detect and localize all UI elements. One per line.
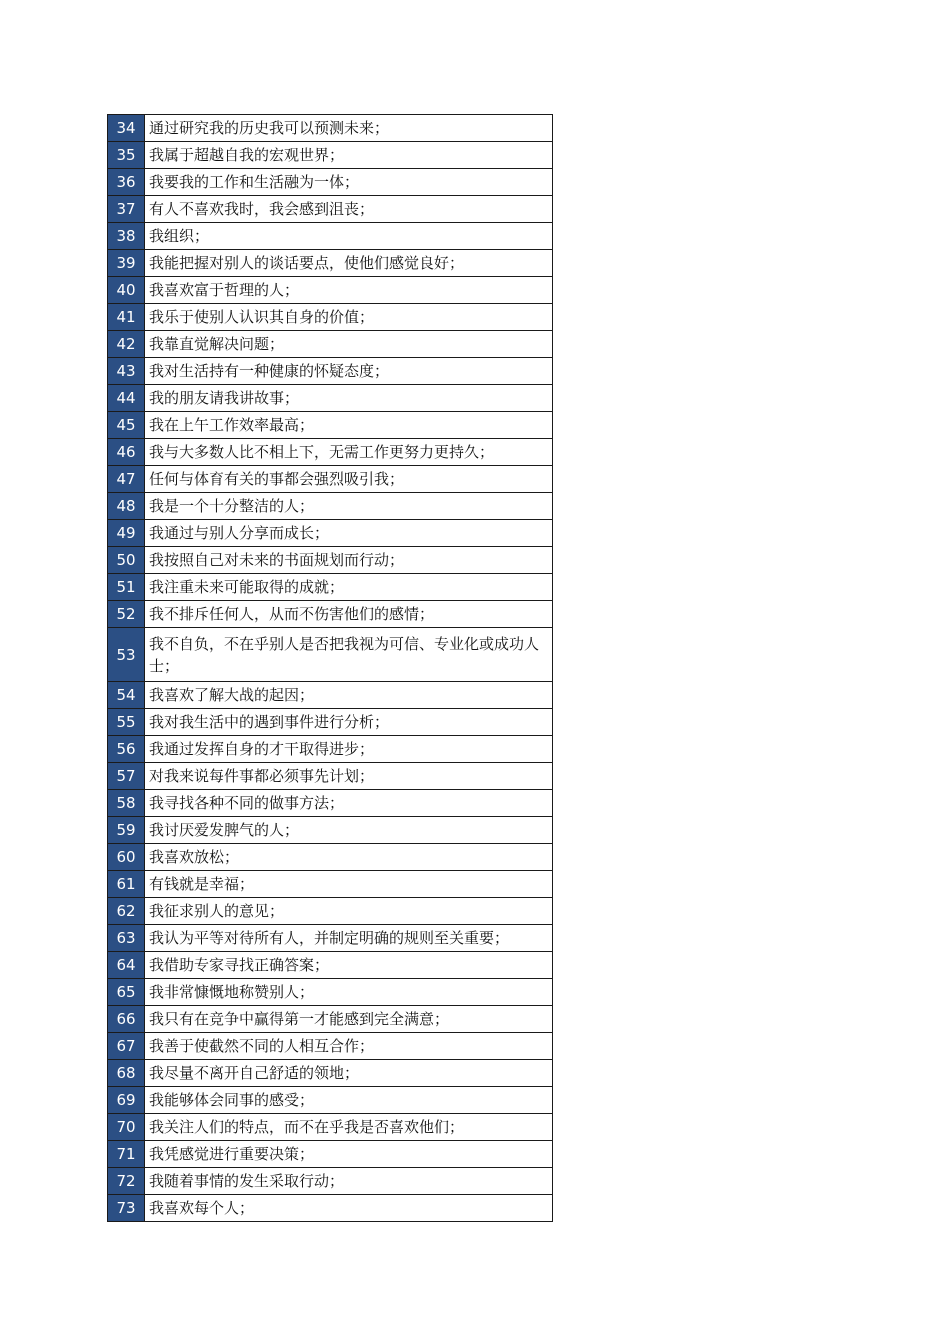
item-statement-cell: 我喜欢了解大战的起因； — [145, 682, 553, 709]
item-number-cell: 60 — [108, 844, 145, 871]
table-row — [108, 520, 553, 547]
item-statement-cell: 我组织； — [145, 223, 553, 250]
item-number-cell: 48 — [108, 493, 145, 520]
table-row — [108, 574, 553, 601]
table-row — [108, 412, 553, 439]
item-number-cell: 72 — [108, 1168, 145, 1195]
table-row — [108, 736, 553, 763]
item-number-cell: 36 — [108, 169, 145, 196]
item-statement-cell: 我非常慷慨地称赞别人； — [145, 979, 553, 1006]
table-row — [108, 1033, 553, 1060]
item-statement-cell: 我靠直觉解决问题； — [145, 331, 553, 358]
item-statement-cell: 我随着事情的发生采取行动； — [145, 1168, 553, 1195]
item-number-cell: 47 — [108, 466, 145, 493]
item-number-cell: 53 — [108, 628, 145, 682]
item-number-cell: 58 — [108, 790, 145, 817]
item-number-cell: 73 — [108, 1195, 145, 1222]
item-number-cell: 67 — [108, 1033, 145, 1060]
table-row — [108, 952, 553, 979]
item-statement-cell: 我要我的工作和生活融为一体； — [145, 169, 553, 196]
table-row — [108, 142, 553, 169]
item-number-cell: 63 — [108, 925, 145, 952]
item-number-cell: 71 — [108, 1141, 145, 1168]
item-statement-cell: 我能够体会同事的感受； — [145, 1087, 553, 1114]
item-statement-cell: 我喜欢放松； — [145, 844, 553, 871]
item-statement-cell: 我征求别人的意见； — [145, 898, 553, 925]
table-row — [108, 439, 553, 466]
item-statement-cell: 我与大多数人比不相上下，无需工作更努力更持久； — [145, 439, 553, 466]
questionnaire-table — [107, 114, 553, 1222]
table-row — [108, 331, 553, 358]
item-number-cell: 51 — [108, 574, 145, 601]
item-statement-cell: 我在上午工作效率最高； — [145, 412, 553, 439]
item-number-cell: 43 — [108, 358, 145, 385]
item-number-cell: 39 — [108, 250, 145, 277]
table-row — [108, 817, 553, 844]
item-number-cell: 40 — [108, 277, 145, 304]
table-row — [108, 844, 553, 871]
item-statement-cell: 我喜欢富于哲理的人； — [145, 277, 553, 304]
item-number-cell: 69 — [108, 1087, 145, 1114]
table-row — [108, 277, 553, 304]
table-row — [108, 898, 553, 925]
item-number-cell: 70 — [108, 1114, 145, 1141]
item-number-cell: 45 — [108, 412, 145, 439]
item-statement-cell: 有钱就是幸福； — [145, 871, 553, 898]
table-row — [108, 1141, 553, 1168]
item-statement-cell: 我借助专家寻找正确答案； — [145, 952, 553, 979]
item-statement-cell: 我善于使截然不同的人相互合作； — [145, 1033, 553, 1060]
item-number-cell: 55 — [108, 709, 145, 736]
item-statement-cell: 我不自负，不在乎别人是否把我视为可信、专业化或成功人士； — [145, 628, 553, 682]
item-statement-cell: 我关注人们的特点，而不在乎我是否喜欢他们； — [145, 1114, 553, 1141]
item-statement-cell: 任何与体育有关的事都会强烈吸引我； — [145, 466, 553, 493]
table-row — [108, 709, 553, 736]
table-row — [108, 1087, 553, 1114]
item-statement-cell: 我能把握对别人的谈话要点，使他们感觉良好； — [145, 250, 553, 277]
item-statement-cell: 我属于超越自我的宏观世界； — [145, 142, 553, 169]
table-row — [108, 385, 553, 412]
item-statement-cell: 我的朋友请我讲故事； — [145, 385, 553, 412]
item-statement-cell: 我是一个十分整洁的人； — [145, 493, 553, 520]
item-number-cell: 65 — [108, 979, 145, 1006]
item-number-cell: 64 — [108, 952, 145, 979]
table-row — [108, 763, 553, 790]
table-row — [108, 358, 553, 385]
item-statement-cell: 我寻找各种不同的做事方法； — [145, 790, 553, 817]
item-number-cell: 59 — [108, 817, 145, 844]
item-statement-cell: 我不排斥任何人，从而不伤害他们的感情； — [145, 601, 553, 628]
table-row — [108, 682, 553, 709]
table-row — [108, 628, 553, 682]
table-row — [108, 304, 553, 331]
item-number-cell: 41 — [108, 304, 145, 331]
table-row — [108, 925, 553, 952]
table-row — [108, 1006, 553, 1033]
item-statement-cell: 对我来说每件事都必须事先计划； — [145, 763, 553, 790]
table-row — [108, 1168, 553, 1195]
item-statement-cell: 我尽量不离开自己舒适的领地； — [145, 1060, 553, 1087]
item-number-cell: 37 — [108, 196, 145, 223]
item-statement-cell: 我通过发挥自身的才干取得进步； — [145, 736, 553, 763]
table-row — [108, 790, 553, 817]
table-row — [108, 196, 553, 223]
table-row — [108, 1195, 553, 1222]
item-number-cell: 35 — [108, 142, 145, 169]
item-number-cell: 66 — [108, 1006, 145, 1033]
table-row — [108, 547, 553, 574]
item-statement-cell: 我注重未来可能取得的成就； — [145, 574, 553, 601]
item-statement-cell: 我讨厌爱发脾气的人； — [145, 817, 553, 844]
table-row — [108, 169, 553, 196]
item-number-cell: 44 — [108, 385, 145, 412]
item-statement-cell: 我凭感觉进行重要决策； — [145, 1141, 553, 1168]
table-row — [108, 223, 553, 250]
item-statement-cell: 我认为平等对待所有人，并制定明确的规则至关重要； — [145, 925, 553, 952]
item-statement-cell: 通过研究我的历史我可以预测未来； — [145, 115, 553, 142]
item-statement-cell: 我对我生活中的遇到事件进行分析； — [145, 709, 553, 736]
item-statement-cell: 我按照自己对未来的书面规划而行动； — [145, 547, 553, 574]
item-number-cell: 34 — [108, 115, 145, 142]
item-statement-cell: 我对生活持有一种健康的怀疑态度； — [145, 358, 553, 385]
table-row — [108, 115, 553, 142]
table-row — [108, 871, 553, 898]
item-number-cell: 38 — [108, 223, 145, 250]
item-number-cell: 61 — [108, 871, 145, 898]
item-statement-cell: 我通过与别人分享而成长； — [145, 520, 553, 547]
table-row — [108, 1114, 553, 1141]
item-statement-cell: 有人不喜欢我时，我会感到沮丧； — [145, 196, 553, 223]
item-number-cell: 62 — [108, 898, 145, 925]
item-number-cell: 42 — [108, 331, 145, 358]
item-number-cell: 52 — [108, 601, 145, 628]
item-statement-cell: 我乐于使别人认识其自身的价值； — [145, 304, 553, 331]
item-statement-cell: 我只有在竞争中赢得第一才能感到完全满意； — [145, 1006, 553, 1033]
table-row — [108, 601, 553, 628]
item-number-cell: 68 — [108, 1060, 145, 1087]
item-number-cell: 56 — [108, 736, 145, 763]
item-number-cell: 49 — [108, 520, 145, 547]
table-row — [108, 1060, 553, 1087]
table-row — [108, 493, 553, 520]
item-number-cell: 57 — [108, 763, 145, 790]
item-statement-cell: 我喜欢每个人； — [145, 1195, 553, 1222]
table-row — [108, 250, 553, 277]
questionnaire-rows — [108, 115, 553, 1222]
table-row — [108, 466, 553, 493]
item-number-cell: 50 — [108, 547, 145, 574]
item-number-cell: 46 — [108, 439, 145, 466]
item-number-cell: 54 — [108, 682, 145, 709]
table-row — [108, 979, 553, 1006]
